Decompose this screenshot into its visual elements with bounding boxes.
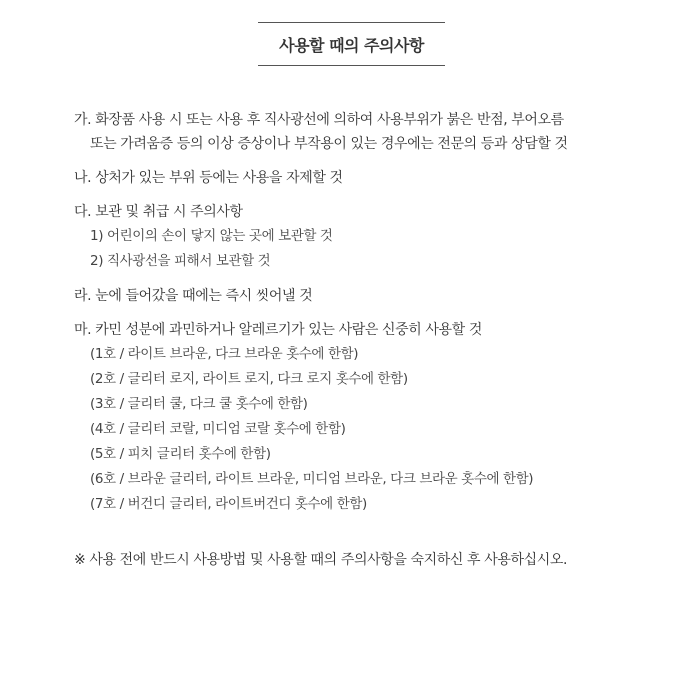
page-title: 사용할 때의 주의사항	[279, 35, 424, 55]
precautions-list	[74, 108, 694, 517]
shade-note: (2호 / 글리터 로지, 라이트 로지, 다크 로지 홋수에 한함)	[90, 371, 408, 387]
item-ma	[74, 318, 694, 517]
item-da-sub2: 2) 직사광선을 피해서 보관할 것	[90, 253, 271, 269]
item-da-sub1: 1) 어린이의 손이 닿지 않는 곳에 보관할 것	[90, 228, 333, 244]
shade-note: (7호 / 버건디 글리터, 라이트버건디 홋수에 한함)	[90, 496, 367, 512]
shade-note: (4호 / 글리터 코랄, 미디엄 코랄 홋수에 한함)	[90, 421, 346, 437]
shade-note: (1호 / 라이트 브라운, 다크 브라운 홋수에 한함)	[90, 346, 359, 362]
item-da-head: 다. 보관 및 취급 시 주의사항	[74, 204, 243, 220]
title-box	[258, 22, 445, 66]
item-ga	[74, 108, 694, 156]
item-da	[74, 200, 694, 274]
item-ma-head: 마. 카민 성분에 과민하거나 알레르기가 있는 사람은 신중히 사용할 것	[74, 322, 482, 338]
usage-note: ※ 사용 전에 반드시 사용방법 및 사용할 때의 주의사항을 숙지하신 후 사용하십시오.	[74, 552, 568, 568]
item-ga-line2: 또는 가려움증 등의 이상 증상이나 부작용이 있는 경우에는 전문의 등과 상담할 것	[90, 136, 568, 152]
item-ra: 라. 눈에 들어갔을 때에는 즉시 씻어낼 것	[74, 288, 313, 304]
shade-note: (6호 / 브라운 글리터, 라이트 브라운, 미디엄 브라운, 다크 브라운 홋수에 한함)	[90, 471, 534, 487]
item-na: 나. 상처가 있는 부위 등에는 사용을 자제할 것	[74, 170, 343, 186]
shade-note: (5호 / 피치 글리터 홋수에 한함)	[90, 446, 271, 462]
item-ga-line1: 가. 화장품 사용 시 또는 사용 후 직사광선에 의하여 사용부위가 붉은 반점, 부어오름	[74, 112, 564, 128]
shade-note: (3호 / 글리터 쿨, 다크 쿨 홋수에 한함)	[90, 396, 308, 412]
